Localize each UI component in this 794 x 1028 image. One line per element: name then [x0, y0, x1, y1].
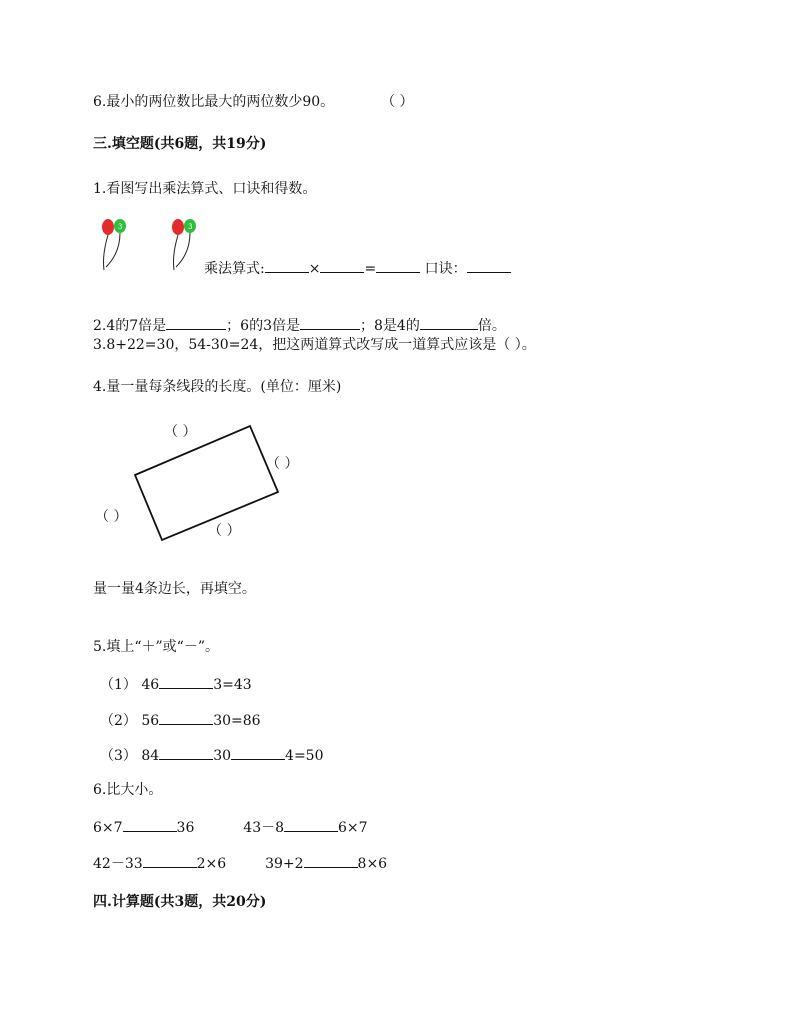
red-balloon	[102, 219, 114, 235]
compare-row-1	[93, 817, 368, 837]
multiplication-formula-row	[204, 258, 511, 278]
question-text: 倍。	[477, 318, 506, 334]
question-2	[93, 315, 506, 335]
expression: 43－8	[243, 820, 285, 836]
formula-label: 乘法算式:	[204, 261, 265, 277]
question-5-item-2	[100, 710, 261, 730]
blank[interactable]	[300, 315, 360, 330]
operand: 30=86	[213, 713, 261, 729]
blank[interactable]	[231, 745, 285, 760]
equals-sign: =	[364, 261, 377, 277]
question-5-item-3	[100, 745, 323, 765]
paren-right[interactable]: （ ）	[266, 456, 299, 472]
balloon-group-1	[98, 215, 138, 275]
blank[interactable]	[159, 710, 213, 725]
question-text: ；6的3倍是	[226, 318, 300, 334]
blank[interactable]	[159, 674, 213, 689]
paren-top[interactable]: （ ）	[164, 424, 197, 440]
expression: 2×6	[196, 856, 227, 872]
blank[interactable]	[166, 315, 226, 330]
section-4-title: 四.计算题(共3题，共20分)	[93, 894, 267, 910]
operand: 46	[141, 677, 160, 693]
question-4-note: 量一量4条边长，再填空。	[93, 581, 256, 597]
blank[interactable]	[123, 817, 177, 832]
expression: 8×6	[357, 856, 388, 872]
expression: 6×7	[338, 820, 368, 836]
paren-bottom[interactable]: （ ）	[208, 523, 241, 539]
question-3-text: 3.8+22=30，54-30=24，把这两道算式改写成一道算式应该是（ ）。	[93, 337, 536, 353]
paren-left[interactable]: （ ）	[95, 509, 128, 525]
blank[interactable]	[467, 258, 511, 273]
operand: 3=43	[213, 677, 252, 693]
question-4-text: 4.量一量每条线段的长度。(单位：厘米)	[93, 379, 342, 395]
question-text: ；8是4的	[360, 318, 420, 334]
blank[interactable]	[265, 258, 309, 273]
operand: 4=50	[285, 748, 324, 764]
question-5-text: 5.填上“＋”或“－”。	[93, 639, 219, 655]
blank[interactable]	[284, 817, 338, 832]
compare-row-2	[93, 853, 387, 873]
balloon-label: 3	[188, 223, 193, 231]
blank[interactable]	[376, 258, 420, 273]
rectangle-figure	[120, 415, 290, 550]
blank[interactable]	[143, 853, 197, 868]
question-6-text: 6.比大小。	[93, 782, 163, 798]
question-text: 2.4的7倍是	[93, 318, 167, 334]
blank[interactable]	[320, 258, 364, 273]
question-6-judge	[93, 93, 414, 111]
item-label: （2）	[100, 713, 137, 729]
operand: 84	[141, 748, 160, 764]
question-text: 6.最小的两位数比最大的两位数少90。	[93, 94, 335, 110]
blank[interactable]	[304, 853, 358, 868]
blank[interactable]	[159, 745, 213, 760]
operand: 30	[213, 748, 232, 764]
expression: 42－33	[93, 856, 143, 872]
question-5-item-1	[100, 674, 252, 694]
question-1-text: 1.看图写出乘法算式、口诀和得数。	[93, 181, 317, 197]
item-label: （3）	[100, 748, 137, 764]
times-sign: ×	[308, 261, 321, 277]
expression: 36	[176, 820, 195, 836]
item-label: （1）	[100, 677, 137, 693]
red-balloon	[172, 219, 184, 235]
section-3-title: 三.填空题(共6题，共19分)	[93, 136, 267, 152]
koujue-label: 口诀：	[424, 261, 467, 277]
blank[interactable]	[420, 315, 478, 330]
answer-paren[interactable]: （ ）	[381, 94, 414, 110]
operand: 56	[141, 713, 160, 729]
expression: 39+2	[265, 856, 304, 872]
balloon-group-2	[168, 215, 208, 275]
expression: 6×7	[93, 820, 123, 836]
balloon-label: 3	[118, 223, 123, 231]
